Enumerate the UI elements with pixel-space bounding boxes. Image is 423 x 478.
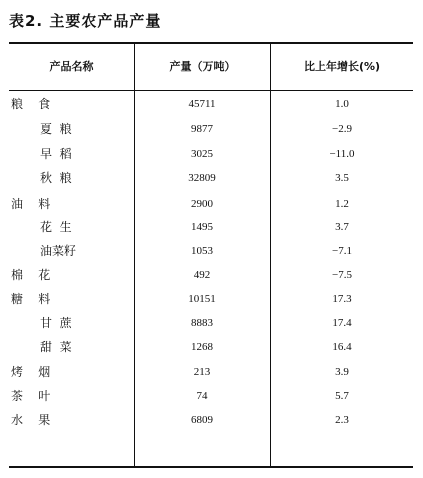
growth-value-cell: 1.2 — [335, 198, 349, 210]
table-header-row — [9, 44, 413, 91]
table-row — [9, 311, 413, 335]
output-value-cell: 492 — [193, 269, 211, 281]
output-value-cell: 1268 — [191, 341, 213, 353]
output-value-cell: 9877 — [191, 123, 213, 135]
growth-value-cell: 3.5 — [335, 172, 349, 184]
product-name-cell: 糖 料 — [11, 292, 51, 306]
product-name-cell: 花 生 — [40, 220, 72, 234]
growth-value-cell: −2.9 — [332, 123, 352, 135]
product-name-cell: 棉 花 — [11, 268, 51, 282]
growth-value-cell: 2.3 — [335, 414, 349, 426]
growth-value-cell: 17.3 — [332, 293, 352, 305]
growth-value-cell: −7.1 — [332, 245, 352, 257]
product-name-cell: 水 果 — [11, 413, 51, 427]
output-value-cell: 74 — [196, 390, 208, 402]
output-value-cell: 45711 — [188, 98, 216, 110]
table-row — [9, 192, 413, 216]
output-value-cell: 32809 — [188, 172, 216, 184]
table-row — [9, 263, 413, 287]
growth-value-cell: −7.5 — [332, 269, 352, 281]
product-name-cell: 茶 叶 — [11, 389, 51, 403]
product-name-cell: 烤 烟 — [11, 365, 51, 379]
product-name-cell: 夏 粮 — [40, 122, 72, 136]
growth-value-cell: 3.7 — [335, 221, 349, 233]
output-value-cell: 6809 — [191, 414, 213, 426]
product-name-cell: 油 料 — [11, 197, 51, 211]
product-name-cell: 早 稻 — [40, 147, 72, 161]
table-row — [9, 166, 413, 190]
header-product-name: 产品名称 — [49, 60, 94, 73]
growth-value-cell: 3.9 — [335, 366, 349, 378]
table-row — [9, 384, 413, 408]
table-row — [9, 287, 413, 311]
output-value-cell: 10151 — [188, 293, 216, 305]
table-row — [9, 142, 413, 166]
table-row — [9, 335, 413, 359]
output-value-cell: 8883 — [191, 317, 213, 329]
output-value-cell: 3025 — [191, 148, 213, 160]
product-name-cell: 甘 蔗 — [40, 316, 72, 330]
output-value-cell: 213 — [193, 366, 211, 378]
table-row — [9, 408, 413, 432]
product-name-cell: 甜 菜 — [40, 340, 72, 354]
growth-value-cell: 16.4 — [332, 341, 352, 353]
header-output: 产量（万吨） — [169, 60, 236, 73]
growth-value-cell: 5.7 — [335, 390, 349, 402]
table-title: 表2. 主要农产品产量 — [9, 12, 162, 30]
product-output-table — [9, 42, 413, 468]
growth-value-cell: 1.0 — [335, 98, 349, 110]
product-name-cell: 粮 食 — [11, 97, 51, 111]
product-name-cell: 油菜籽 — [40, 244, 77, 258]
table-row — [9, 215, 413, 239]
output-value-cell: 1053 — [191, 245, 213, 257]
table-row — [9, 117, 413, 141]
table-row — [9, 239, 413, 263]
output-value-cell: 2900 — [191, 198, 213, 210]
table-row — [9, 92, 413, 116]
growth-value-cell: −11.0 — [329, 148, 355, 160]
growth-value-cell: 17.4 — [332, 317, 352, 329]
product-name-cell: 秋 粮 — [40, 171, 72, 185]
table-row — [9, 360, 413, 384]
header-growth: 比上年增长(%) — [303, 60, 381, 73]
output-value-cell: 1495 — [191, 221, 213, 233]
